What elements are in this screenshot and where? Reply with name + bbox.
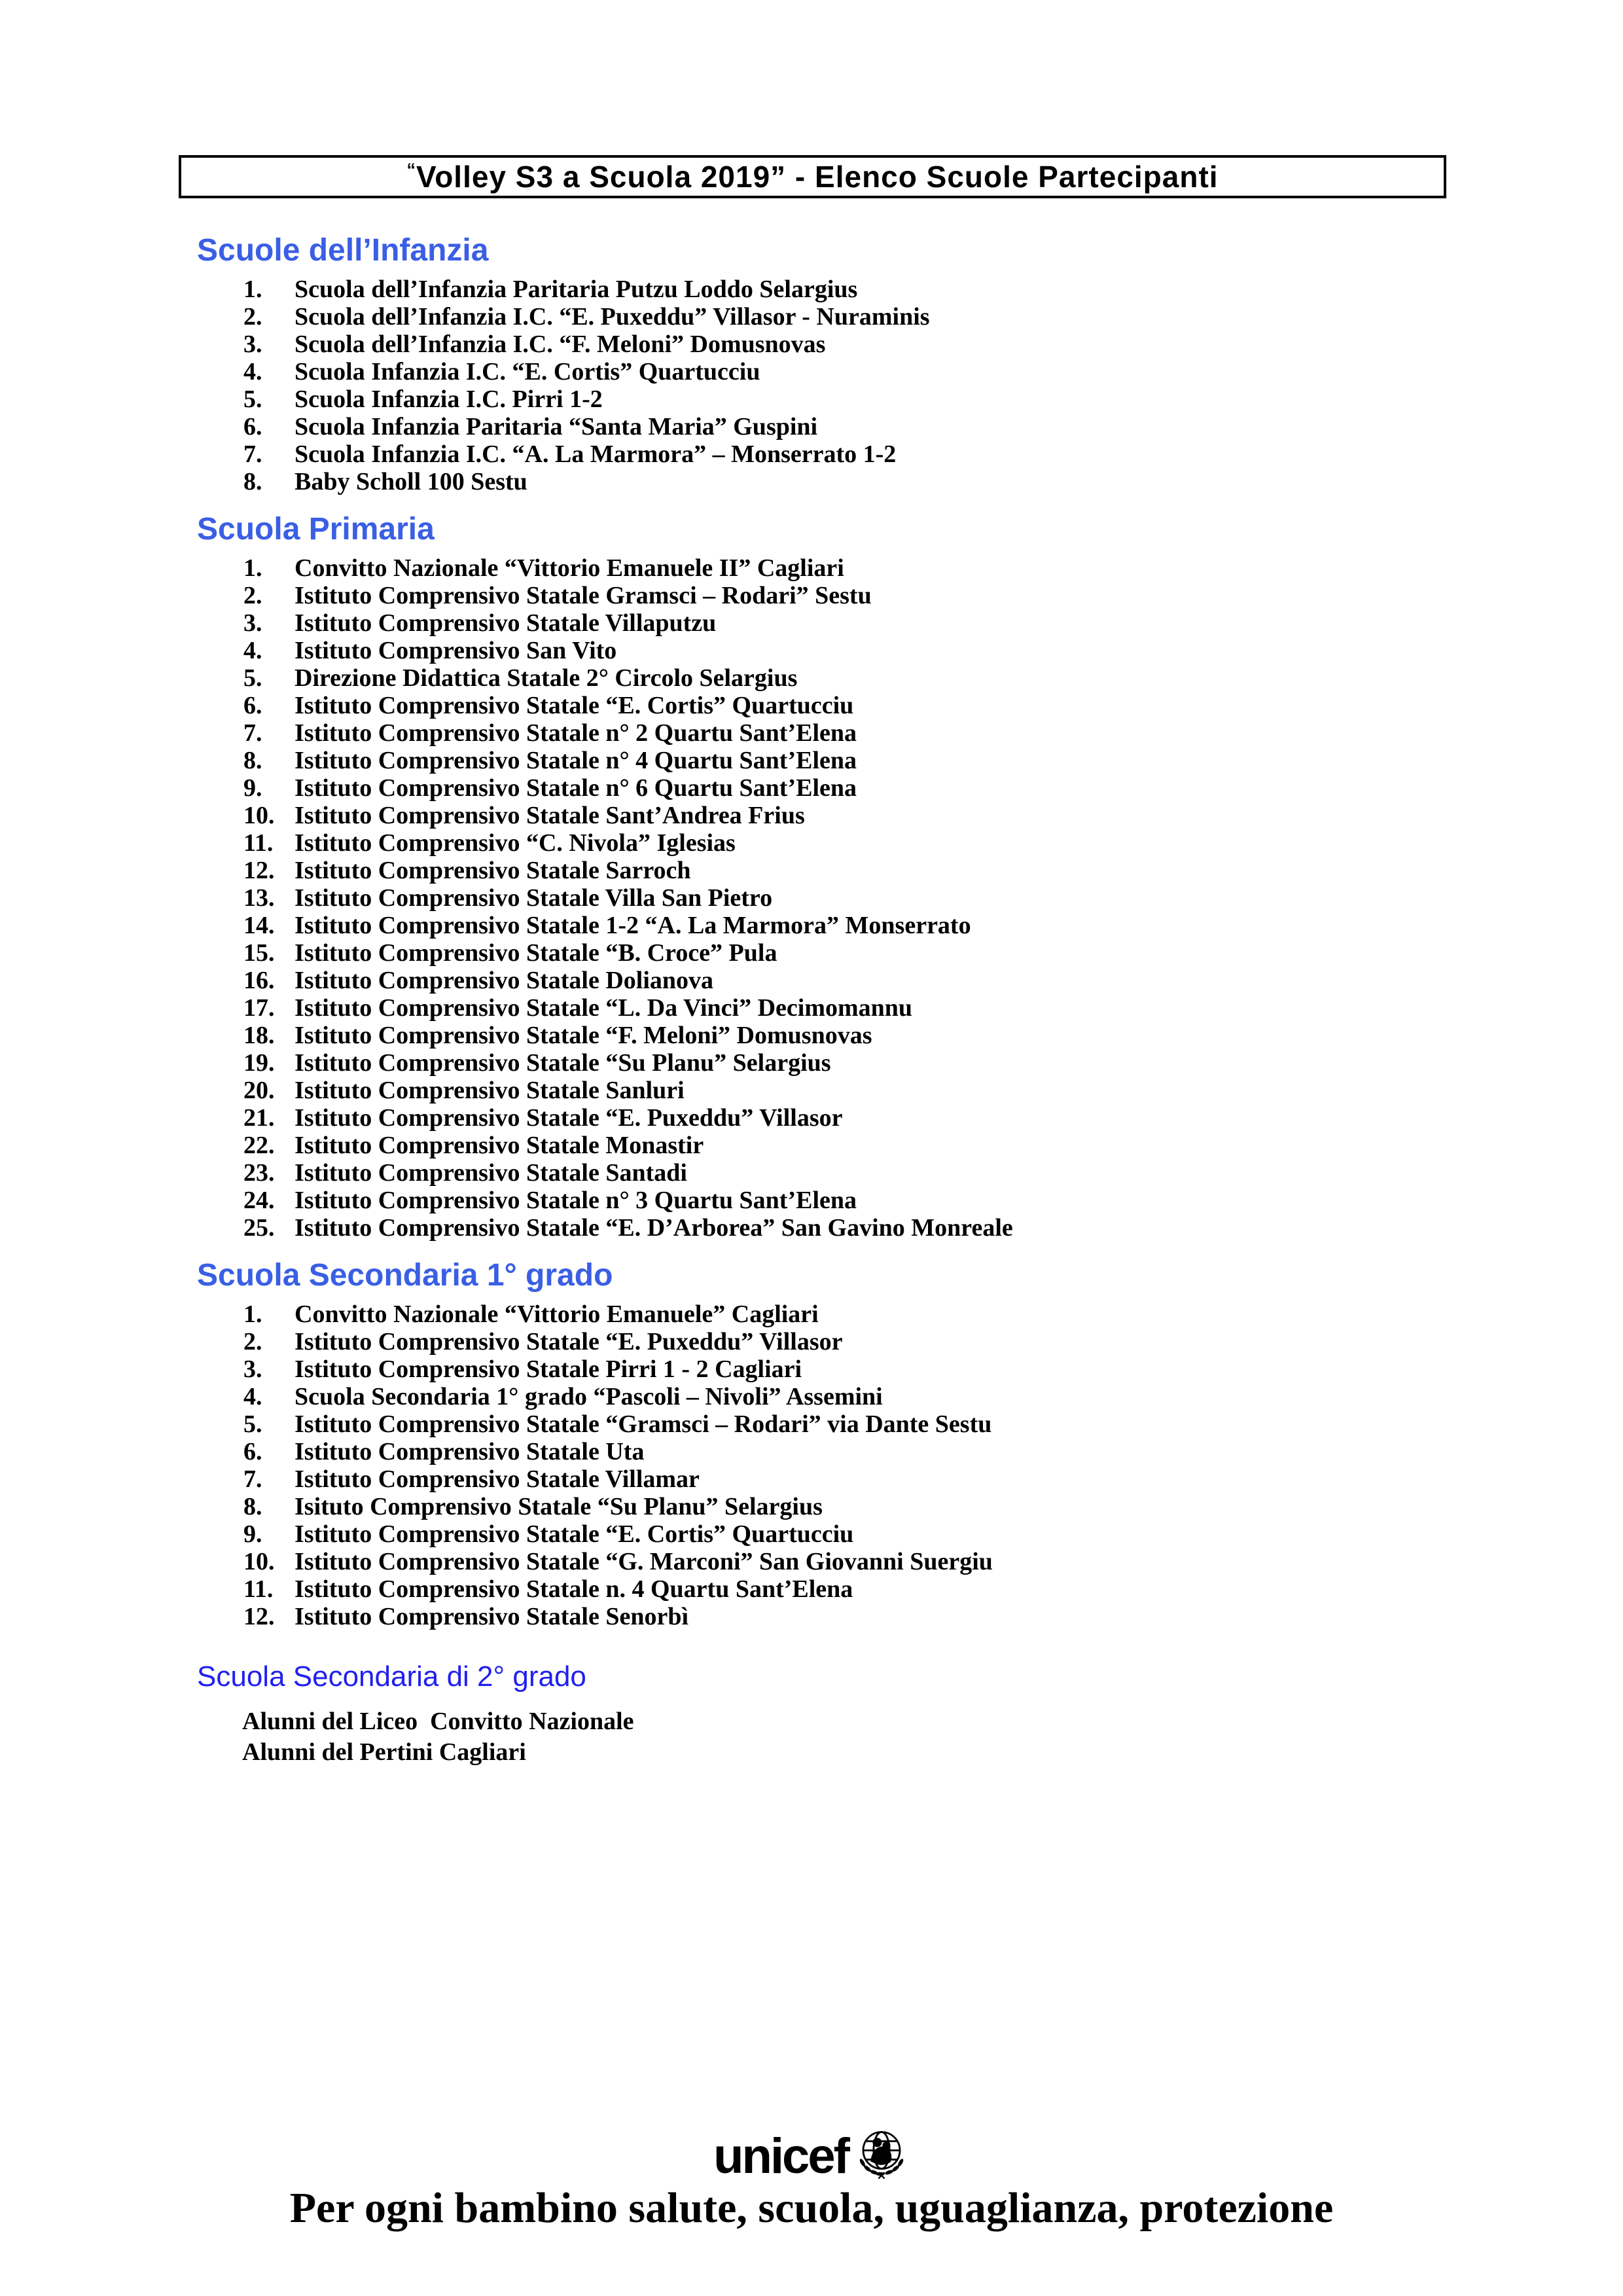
- list-item-text: Istituto Comprensivo Statale Sant’Andrea Frius: [294, 802, 805, 829]
- list-item: [243, 1132, 1446, 1159]
- list-item-text: Istituto Comprensivo Statale “E. Puxeddu” Villasor: [294, 1328, 843, 1355]
- list-item-number: 6.: [243, 692, 262, 719]
- list-item-text: Convitto Nazionale “Vittorio Emanuele” Cagliari: [294, 1300, 819, 1328]
- list-item: [243, 1575, 1446, 1603]
- list-item: [243, 303, 1446, 331]
- list-item: [243, 1022, 1446, 1049]
- title-open-quote: “: [406, 159, 416, 179]
- list-item: [243, 1548, 1446, 1575]
- list-item-text: Baby Scholl 100 Sestu: [294, 468, 527, 495]
- title-box: [179, 155, 1446, 198]
- list-item: [243, 1355, 1446, 1383]
- section-heading-infanzia: Scuole dell’Infanzia: [197, 233, 489, 268]
- list-item-number: 4.: [243, 358, 262, 386]
- list-item: [243, 1465, 1446, 1493]
- list-item: [243, 692, 1446, 719]
- list-item: [243, 994, 1446, 1022]
- list-item: [243, 609, 1446, 637]
- list-item-number: 10.: [243, 802, 275, 829]
- list-item-text: Scuola dell’Infanzia I.C. “E. Puxeddu” Villasor - Nuraminis: [294, 303, 930, 331]
- list-item-text: Direzione Didattica Statale 2° Circolo Selargius: [294, 664, 798, 692]
- list-item-text: Istituto Comprensivo Statale n° 6 Quartu Sant’Elena: [294, 774, 857, 802]
- list-line: Alunni del Pertini Cagliari: [242, 1738, 526, 1766]
- list-item-number: 25.: [243, 1214, 275, 1242]
- list-item-text: Convitto Nazionale “Vittorio Emanuele II” Cagliari: [294, 554, 844, 582]
- list-item-number: 4.: [243, 637, 262, 664]
- section-heading-primaria: Scuola Primaria: [197, 512, 435, 547]
- list-item-text: Istituto Comprensivo Statale “E. Puxeddu” Villasor: [294, 1104, 843, 1132]
- footer-tagline: Per ogni bambino salute, scuola, uguaglianza, protezione: [289, 2184, 1334, 2232]
- list-item-number: 8.: [243, 468, 262, 495]
- list-item-number: 9.: [243, 774, 262, 802]
- list-item-number: 23.: [243, 1159, 275, 1187]
- list-item-text: Istituto Comprensivo Statale Monastir: [294, 1132, 704, 1159]
- list-item-number: 2.: [243, 303, 262, 331]
- list-item-text: Istituto Comprensivo “C. Nivola” Iglesias: [294, 829, 736, 857]
- list-item-text: Istituto Comprensivo Statale Santadi: [294, 1159, 687, 1187]
- list-secondaria-1-grado: [243, 1300, 1446, 1630]
- list-item-text: Istituto Comprensivo Statale Gramsci – Rodari” Sestu: [294, 582, 872, 609]
- list-item-number: 1.: [243, 1300, 262, 1328]
- list-item: [243, 1603, 1446, 1630]
- list-item: [243, 276, 1446, 303]
- list-secondaria-2-grado: [242, 1706, 1446, 1768]
- list-item-text: Istituto Comprensivo Statale n° 2 Quartu Sant’Elena: [294, 719, 857, 747]
- list-item-text: Scuola dell’Infanzia I.C. “F. Meloni” Domusnovas: [294, 331, 826, 358]
- list-item-number: 5.: [243, 386, 262, 413]
- list-item-text: Istituto Comprensivo Statale Uta: [294, 1438, 645, 1465]
- list-item: [243, 413, 1446, 440]
- list-item-number: 20.: [243, 1077, 275, 1104]
- document-content: [179, 155, 1446, 1768]
- list-item: [243, 1410, 1446, 1438]
- list-item-number: 24.: [243, 1187, 275, 1214]
- list-item: [243, 747, 1446, 774]
- list-item-number: 14.: [243, 912, 275, 939]
- list-item: [243, 1104, 1446, 1132]
- list-item: [243, 468, 1446, 495]
- list-infanzia: [243, 276, 1446, 495]
- list-item: [243, 331, 1446, 358]
- list-item-text: Istituto Comprensivo Statale “G. Marconi” San Giovanni Suergiu: [294, 1548, 993, 1575]
- list-item-text: Istituto Comprensivo Statale “F. Meloni” Domusnovas: [294, 1022, 872, 1049]
- footer: [0, 2128, 1623, 2232]
- list-item: [243, 554, 1446, 582]
- list-item-number: 10.: [243, 1548, 275, 1575]
- list-item-text: Istituto Comprensivo Statale 1-2 “A. La Marmora” Monserrato: [294, 912, 971, 939]
- list-item-number: 2.: [243, 582, 262, 609]
- list-item-number: 5.: [243, 664, 262, 692]
- list-primaria: [243, 554, 1446, 1242]
- list-item-number: 21.: [243, 1104, 275, 1132]
- list-item: [243, 440, 1446, 468]
- list-item: [243, 664, 1446, 692]
- list-item-number: 3.: [243, 1355, 262, 1383]
- list-item-number: 12.: [243, 857, 275, 884]
- page-title: Volley S3 a Scuola 2019” - Elenco Scuole Partecipanti: [416, 160, 1219, 194]
- list-item-text: Istituto Comprensivo Statale Dolianova: [294, 967, 714, 994]
- list-item: [243, 802, 1446, 829]
- list-item-text: Scuola Infanzia I.C. Pirri 1-2: [294, 386, 603, 413]
- list-item-number: 7.: [243, 1465, 262, 1493]
- list-item: [243, 1300, 1446, 1328]
- list-item: [243, 1520, 1446, 1548]
- list-item-text: Scuola Infanzia I.C. “A. La Marmora” – Monserrato 1-2: [294, 440, 897, 468]
- list-item: [243, 719, 1446, 747]
- list-item-text: Istituto Comprensivo Statale “E. D’Arborea” San Gavino Monreale: [294, 1214, 1013, 1242]
- list-item-number: 3.: [243, 609, 262, 637]
- list-item-number: 9.: [243, 1520, 262, 1548]
- list-item-text: Istituto Comprensivo Statale “Su Planu” Selargius: [294, 1049, 831, 1077]
- list-item-text: Istituto Comprensivo Statale Pirri 1 - 2 Cagliari: [294, 1355, 802, 1383]
- list-item: [243, 1328, 1446, 1355]
- unicef-logo: [713, 2128, 910, 2185]
- list-item-text: Scuola Infanzia Paritaria “Santa Maria” Guspini: [294, 413, 818, 440]
- list-item: [243, 582, 1446, 609]
- list-item-number: 16.: [243, 967, 275, 994]
- list-item: [243, 637, 1446, 664]
- list-item: [243, 829, 1446, 857]
- list-line: Alunni del Liceo Convitto Nazionale: [242, 1708, 634, 1735]
- list-item: [243, 386, 1446, 413]
- section-heading-secondaria-1-grado: Scuola Secondaria 1° grado: [197, 1258, 613, 1293]
- list-item-text: Istituto Comprensivo San Vito: [294, 637, 617, 664]
- list-item-text: Istituto Comprensivo Statale Villa San Pietro: [294, 884, 773, 912]
- list-item-number: 12.: [243, 1603, 275, 1630]
- list-item-text: Istituto Comprensivo Statale n. 4 Quartu Sant’Elena: [294, 1575, 853, 1603]
- list-item: [243, 1438, 1446, 1465]
- list-item: [243, 1214, 1446, 1242]
- unicef-logo-text: unicef: [713, 2128, 848, 2184]
- unicef-globe-icon: [853, 2127, 910, 2183]
- list-item-number: 7.: [243, 440, 262, 468]
- list-item-text: Scuola Secondaria 1° grado “Pascoli – Nivoli” Assemini: [294, 1383, 883, 1410]
- list-item: [243, 1049, 1446, 1077]
- list-item-text: Istituto Comprensivo Statale Senorbì: [294, 1603, 689, 1630]
- list-item-number: 1.: [243, 276, 262, 303]
- list-item: [243, 967, 1446, 994]
- list-item-text: Istituto Comprensivo Statale Sarroch: [294, 857, 691, 884]
- list-item-number: 17.: [243, 994, 275, 1022]
- list-item-text: Istituto Comprensivo Statale n° 3 Quartu Sant’Elena: [294, 1187, 857, 1214]
- list-item: [243, 1159, 1446, 1187]
- list-item: [243, 774, 1446, 802]
- list-item: [243, 1187, 1446, 1214]
- list-item-text: Istituto Comprensivo Statale Villaputzu: [294, 609, 717, 637]
- list-item-text: Istituto Comprensivo Statale n° 4 Quartu Sant’Elena: [294, 747, 857, 774]
- list-item-number: 6.: [243, 1438, 262, 1465]
- list-item-number: 19.: [243, 1049, 275, 1077]
- list-item: [243, 857, 1446, 884]
- list-item-number: 13.: [243, 884, 275, 912]
- list-item-number: 6.: [243, 413, 262, 440]
- list-item: [243, 358, 1446, 386]
- list-item-text: Isituto Comprensivo Statale “Su Planu” Selargius: [294, 1493, 823, 1520]
- list-item-text: Istituto Comprensivo Statale “B. Croce” Pula: [294, 939, 777, 967]
- list-item: [243, 1493, 1446, 1520]
- list-item-text: Scuola dell’Infanzia Paritaria Putzu Loddo Selargius: [294, 276, 858, 303]
- list-item-number: 7.: [243, 719, 262, 747]
- list-item-text: Istituto Comprensivo Statale Villamar: [294, 1465, 700, 1493]
- list-item: [243, 939, 1446, 967]
- list-item-number: 11.: [243, 829, 274, 857]
- list-item-text: Istituto Comprensivo Statale “E. Cortis” Quartucciu: [294, 692, 854, 719]
- list-item-text: Istituto Comprensivo Statale Sanluri: [294, 1077, 685, 1104]
- list-item: [243, 1383, 1446, 1410]
- list-item-number: 3.: [243, 331, 262, 358]
- list-item-number: 2.: [243, 1328, 262, 1355]
- section-heading-secondaria-2-grado: Scuola Secondaria di 2° grado: [197, 1660, 586, 1693]
- list-item: [243, 1077, 1446, 1104]
- list-item-number: 1.: [243, 554, 262, 582]
- list-item-number: 15.: [243, 939, 275, 967]
- list-item-number: 4.: [243, 1383, 262, 1410]
- list-item-number: 8.: [243, 747, 262, 774]
- list-item: [243, 912, 1446, 939]
- list-item-text: Istituto Comprensivo Statale “L. Da Vinci” Decimomannu: [294, 994, 913, 1022]
- list-item-number: 5.: [243, 1410, 262, 1438]
- list-item-text: Istituto Comprensivo Statale “E. Cortis” Quartucciu: [294, 1520, 854, 1548]
- list-item-number: 18.: [243, 1022, 275, 1049]
- list-item-text: Istituto Comprensivo Statale “Gramsci – Rodari” via Dante Sestu: [294, 1410, 992, 1438]
- list-item-text: Scuola Infanzia I.C. “E. Cortis” Quartucciu: [294, 358, 760, 386]
- list-item-number: 22.: [243, 1132, 275, 1159]
- list-item-number: 11.: [243, 1575, 274, 1603]
- list-item: [243, 884, 1446, 912]
- list-item-number: 8.: [243, 1493, 262, 1520]
